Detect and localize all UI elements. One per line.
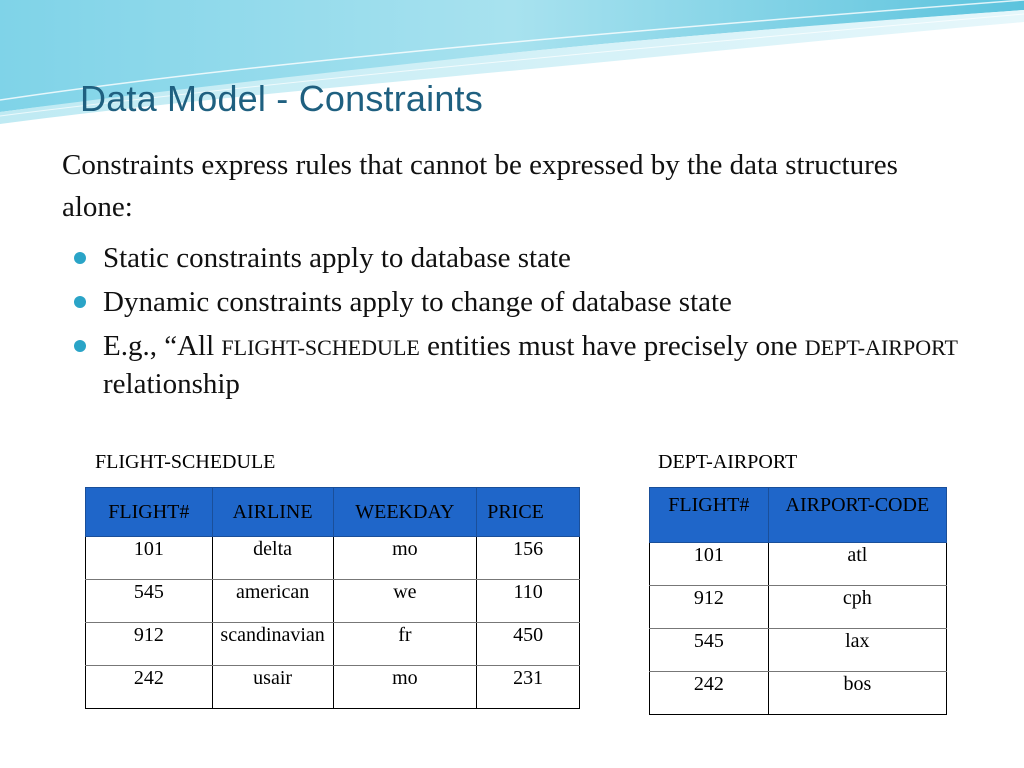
table-row — [86, 623, 580, 666]
bullet-item-example — [70, 328, 1000, 402]
table-cell: scandinavian — [212, 623, 333, 666]
table-row — [650, 672, 947, 715]
column-header: FLIGHT# — [650, 488, 769, 543]
table-cell: fr — [333, 623, 477, 666]
column-header: AIRPORT-CODE — [768, 488, 946, 543]
table-row — [86, 537, 580, 580]
table-cell: 450 — [477, 623, 580, 666]
slide-title: Data Model - Constraints — [80, 78, 483, 119]
dept-airport-table — [649, 487, 947, 715]
table-cell: 912 — [86, 623, 213, 666]
table-cell: delta — [212, 537, 333, 580]
table-cell: atl — [768, 543, 946, 586]
example-prefix: E.g., “All — [103, 330, 222, 362]
bullet-item — [70, 240, 1000, 276]
flight-schedule-label: FLIGHT-SCHEDULE — [95, 451, 276, 473]
bullet-item — [70, 284, 1000, 320]
bullet-text: Dynamic constraints apply to change of database state — [103, 286, 732, 318]
example-middle: entities must have precisely one — [419, 330, 805, 362]
table-row — [650, 586, 947, 629]
table-row — [650, 629, 947, 672]
table-cell: 231 — [477, 666, 580, 709]
table-cell: lax — [768, 629, 946, 672]
column-header: FLIGHT# — [86, 488, 213, 537]
table-cell: bos — [768, 672, 946, 715]
bullet-icon — [74, 340, 86, 352]
table-header-row — [650, 488, 947, 543]
dept-airport-label: DEPT-AIRPORT — [658, 451, 798, 473]
example-suffix: relationship — [103, 368, 240, 400]
column-header: AIRLINE — [212, 488, 333, 537]
bullet-text: Static constraints apply to database state — [103, 242, 571, 274]
table-cell: 242 — [86, 666, 213, 709]
table-cell: 101 — [650, 543, 769, 586]
table-cell: mo — [333, 666, 477, 709]
table-row — [650, 543, 947, 586]
column-header: WEEKDAY — [333, 488, 477, 537]
table-row — [86, 666, 580, 709]
table-row — [86, 580, 580, 623]
table-cell: cph — [768, 586, 946, 629]
bullet-icon — [74, 296, 86, 308]
bullet-list — [70, 240, 1000, 410]
table-header-row — [86, 488, 580, 537]
example-entity: FLIGHT-SCHEDULE — [221, 335, 420, 360]
table-cell: 242 — [650, 672, 769, 715]
bullet-icon — [74, 252, 86, 264]
intro-text: Constraints express rules that cannot be expressed by the data structures alone: — [62, 149, 898, 223]
table-cell: 156 — [477, 537, 580, 580]
table-cell: 912 — [650, 586, 769, 629]
column-header: PRICE — [477, 488, 580, 537]
table-cell: 101 — [86, 537, 213, 580]
table-cell: 545 — [650, 629, 769, 672]
table-cell: 545 — [86, 580, 213, 623]
example-relationship: DEPT-AIRPORT — [804, 335, 958, 360]
flight-schedule-table — [85, 487, 580, 709]
table-cell: we — [333, 580, 477, 623]
table-cell: 110 — [477, 580, 580, 623]
table-cell: usair — [212, 666, 333, 709]
table-cell: mo — [333, 537, 477, 580]
table-cell: american — [212, 580, 333, 623]
